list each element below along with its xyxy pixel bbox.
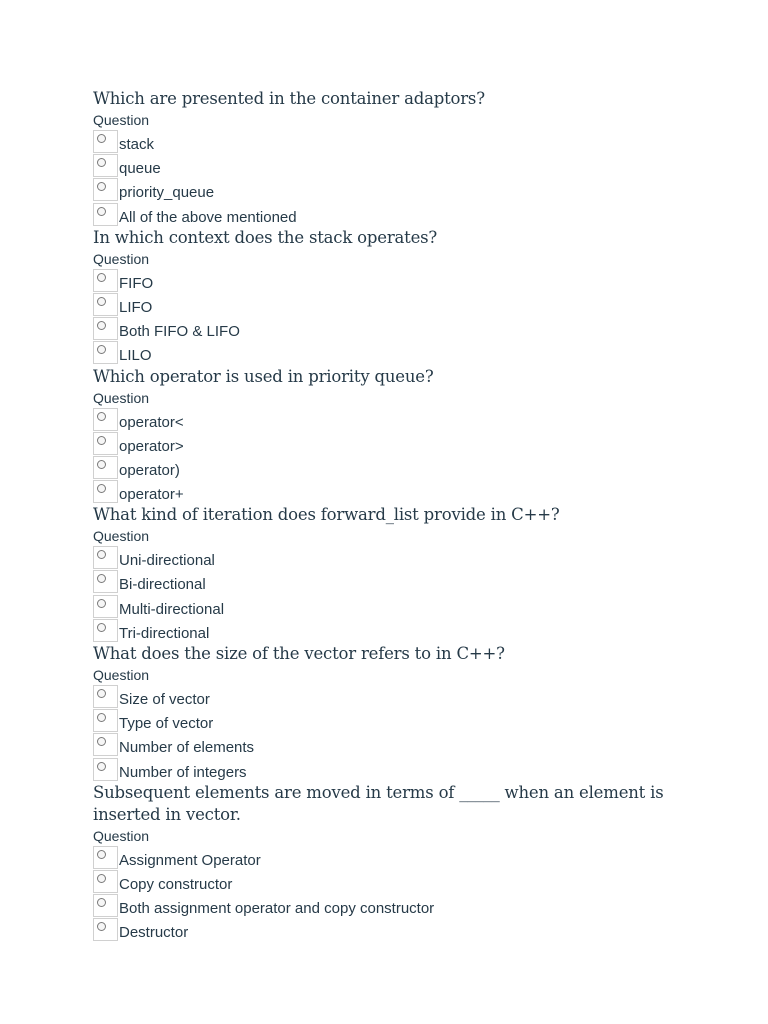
answer-option[interactable] — [93, 456, 673, 480]
radio-box[interactable] — [93, 733, 118, 756]
radio-icon[interactable] — [97, 297, 106, 306]
answer-option[interactable] — [93, 317, 673, 341]
answer-option-label: Copy constructor — [119, 875, 233, 893]
answer-option[interactable] — [93, 203, 673, 227]
answer-option-label: Multi-directional — [119, 600, 225, 618]
question-label: Question — [93, 250, 150, 267]
answer-option[interactable] — [93, 432, 673, 456]
answer-option[interactable] — [93, 846, 673, 870]
question-text: Subsequent elements are moved in terms of _____ when an element is inserted in vector. — [93, 782, 664, 824]
answer-option[interactable] — [93, 269, 673, 293]
answer-option[interactable] — [93, 758, 673, 782]
answer-option[interactable] — [93, 130, 673, 154]
radio-box[interactable] — [93, 595, 118, 618]
answer-option[interactable] — [93, 293, 673, 317]
radio-icon[interactable] — [97, 850, 106, 859]
answer-option[interactable] — [93, 154, 673, 178]
answer-option-label: LILO — [119, 347, 152, 365]
radio-box[interactable] — [93, 456, 118, 479]
radio-icon[interactable] — [97, 689, 106, 698]
answer-option-label: LIFO — [119, 298, 153, 316]
radio-icon[interactable] — [97, 207, 106, 216]
quiz-list — [93, 88, 673, 943]
question-label: Question — [93, 528, 150, 545]
radio-box[interactable] — [93, 154, 118, 177]
answer-option-label: Number of elements — [119, 739, 255, 757]
radio-icon[interactable] — [97, 762, 106, 771]
radio-icon[interactable] — [97, 484, 106, 493]
question-label: Question — [93, 827, 150, 844]
answer-option-label: operator< — [119, 413, 184, 431]
radio-box[interactable] — [93, 619, 118, 642]
question-block — [93, 643, 673, 782]
radio-box[interactable] — [93, 570, 118, 593]
answer-option[interactable] — [93, 894, 673, 918]
answer-option-label: Tri-directional — [119, 624, 210, 642]
answer-option-label: queue — [119, 160, 161, 178]
answer-option[interactable] — [93, 408, 673, 432]
question-block — [93, 366, 673, 505]
radio-icon[interactable] — [97, 182, 106, 191]
answer-option-label: Size of vector — [119, 691, 210, 708]
answer-option[interactable] — [93, 341, 673, 365]
radio-box[interactable] — [93, 546, 118, 569]
radio-icon[interactable] — [97, 574, 106, 583]
radio-icon[interactable] — [97, 874, 106, 883]
radio-box[interactable] — [93, 918, 118, 941]
answer-option[interactable] — [93, 619, 673, 643]
answer-option-label: operator> — [119, 437, 184, 455]
radio-box[interactable] — [93, 317, 118, 340]
radio-box[interactable] — [93, 709, 118, 732]
answer-option[interactable] — [93, 685, 673, 709]
answer-option[interactable] — [93, 870, 673, 894]
radio-icon[interactable] — [97, 737, 106, 746]
question-text: In which context does the stack operates? — [93, 227, 438, 247]
answer-option-label: FIFO — [119, 274, 154, 292]
radio-icon[interactable] — [97, 412, 106, 421]
radio-box[interactable] — [93, 685, 118, 708]
question-block — [93, 504, 673, 643]
question-text: Which operator is used in priority queue? — [93, 366, 434, 386]
radio-box[interactable] — [93, 846, 118, 869]
radio-icon[interactable] — [97, 550, 106, 559]
radio-box[interactable] — [93, 870, 118, 893]
answer-option-label: operator+ — [119, 486, 184, 504]
answer-option-label: Assignment Operator — [119, 851, 261, 869]
answer-option-label: Uni-directional — [119, 552, 215, 570]
radio-icon[interactable] — [97, 599, 106, 608]
radio-box[interactable] — [93, 432, 118, 455]
radio-box[interactable] — [93, 408, 118, 431]
radio-icon[interactable] — [97, 436, 106, 445]
radio-box[interactable] — [93, 293, 118, 316]
radio-box[interactable] — [93, 341, 118, 364]
radio-icon[interactable] — [97, 158, 106, 167]
answer-option[interactable] — [93, 595, 673, 619]
question-label: Question — [93, 112, 150, 128]
radio-box[interactable] — [93, 480, 118, 503]
radio-icon[interactable] — [97, 321, 106, 330]
radio-box[interactable] — [93, 203, 118, 226]
answer-option[interactable] — [93, 480, 673, 504]
radio-icon[interactable] — [97, 922, 106, 931]
radio-box[interactable] — [93, 758, 118, 781]
radio-box[interactable] — [93, 130, 118, 153]
answer-option-label: priority_queue — [119, 184, 215, 202]
answer-option[interactable] — [93, 570, 673, 594]
answer-option-label: Destructor — [119, 924, 189, 942]
answer-option[interactable] — [93, 546, 673, 570]
answer-option[interactable] — [93, 918, 673, 942]
question-text: Which are presented in the container adaptors? — [93, 89, 485, 108]
answer-option[interactable] — [93, 709, 673, 733]
radio-icon[interactable] — [97, 460, 106, 469]
question-block — [93, 782, 673, 943]
answer-option-label: Type of vector — [119, 715, 214, 733]
answer-option-label: stack — [119, 136, 155, 153]
answer-option-label: Number of integers — [119, 763, 247, 781]
question-block — [93, 227, 673, 366]
question-label: Question — [93, 389, 150, 406]
question-text: What does the size of the vector refers to in C++? — [93, 644, 505, 663]
radio-icon[interactable] — [97, 345, 106, 354]
answer-option[interactable] — [93, 733, 673, 757]
radio-box[interactable] — [93, 269, 118, 292]
answer-option[interactable] — [93, 178, 673, 202]
radio-icon[interactable] — [97, 273, 106, 282]
radio-box[interactable] — [93, 894, 118, 917]
question-text: What kind of iteration does forward_list provide in C++? — [93, 505, 560, 525]
answer-option-label: All of the above mentioned — [119, 208, 297, 226]
question-label: Question — [93, 667, 150, 683]
answer-option-label: Both assignment operator and copy constructor — [119, 900, 435, 918]
question-block — [93, 88, 673, 227]
radio-icon[interactable] — [97, 134, 106, 143]
answer-option-label: operator) — [119, 461, 180, 479]
radio-icon[interactable] — [97, 623, 106, 632]
answer-option-label: Both FIFO & LIFO — [119, 323, 240, 341]
answer-option-label: Bi-directional — [119, 576, 206, 594]
radio-icon[interactable] — [97, 898, 106, 907]
radio-box[interactable] — [93, 178, 118, 201]
radio-icon[interactable] — [97, 713, 106, 722]
